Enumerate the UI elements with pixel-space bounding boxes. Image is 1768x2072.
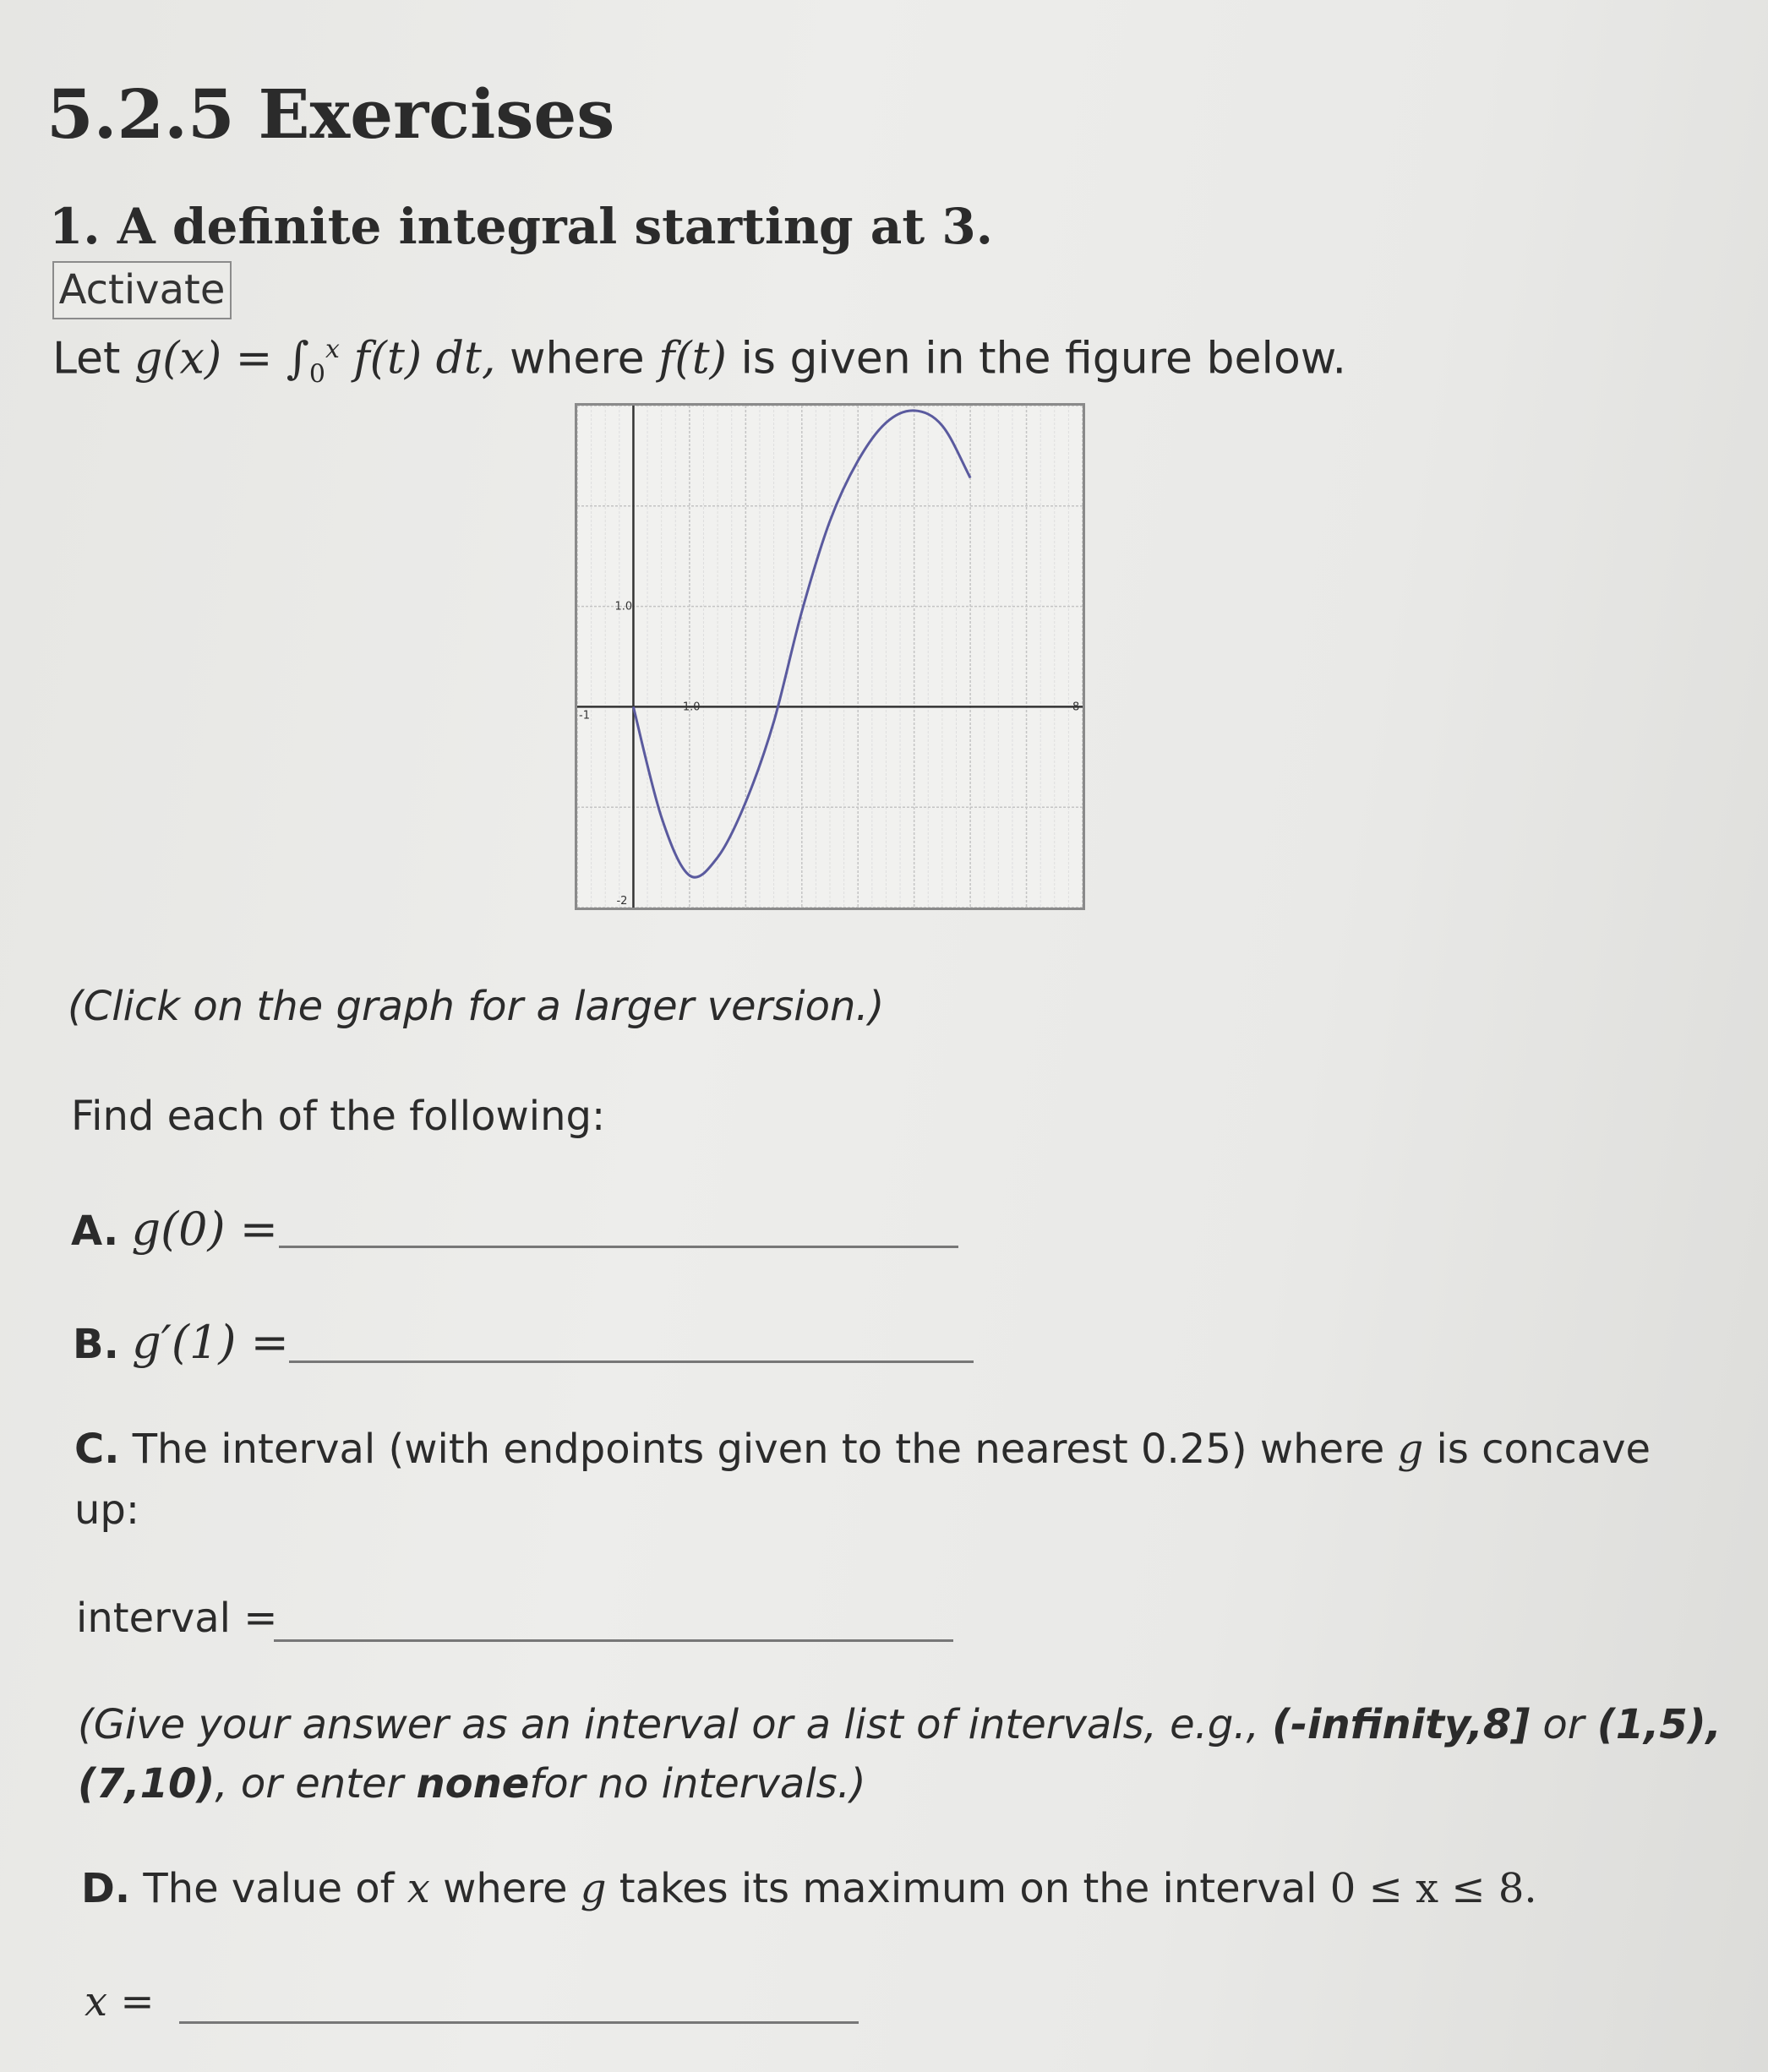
part-d-answer-label: x = xyxy=(85,1978,155,2026)
integral-upper-limit: x xyxy=(325,335,340,364)
intro-prefix: Let xyxy=(52,333,121,384)
tick-label-y-1: 1.0 xyxy=(614,600,633,613)
part-a-label: A. xyxy=(71,1208,119,1255)
hint-example-2: (1,5), xyxy=(1596,1701,1722,1748)
intro-integrand: f(t) dt, xyxy=(353,333,496,384)
activate-button[interactable]: Activate xyxy=(52,261,232,319)
find-instructions: Find each of the following: xyxy=(71,1093,606,1140)
exercise-title: 1. A definite integral starting at 3. xyxy=(49,198,993,255)
function-graph[interactable] xyxy=(575,403,1085,910)
part-b-label: B. xyxy=(73,1321,119,1368)
part-c-interval-input[interactable] xyxy=(274,1604,953,1642)
intro-g: g xyxy=(134,333,163,384)
tick-label-y-min: -2 xyxy=(616,895,628,908)
integral-lower-limit: 0 xyxy=(308,359,325,390)
tick-label-x-min: -1 xyxy=(579,709,590,722)
part-d-x: x xyxy=(407,1865,430,1912)
part-d-inequality: 0 ≤ x ≤ 8. xyxy=(1329,1865,1537,1912)
intro-where: where xyxy=(509,333,645,384)
grid-vertical xyxy=(577,406,1083,908)
interval-hint-line-2 xyxy=(78,1754,866,1813)
intro-integral: (x) = ∫ xyxy=(162,333,309,384)
hint-part-3: , or enter xyxy=(215,1760,417,1808)
part-d-answer-input[interactable] xyxy=(179,1986,859,2024)
problem-statement xyxy=(52,319,1346,406)
graph-caption: (Click on the graph for a larger version.) xyxy=(68,983,885,1030)
hint-example-3: (7,10) xyxy=(78,1760,216,1808)
part-c-g: g xyxy=(1397,1426,1424,1473)
part-c-label: C. xyxy=(74,1426,120,1473)
part-a-answer-input[interactable] xyxy=(279,1210,958,1248)
part-b-expression: g′(1) = xyxy=(132,1316,289,1369)
intro-ft: f(t) xyxy=(658,333,727,384)
part-d-text-3: takes its maximum on the interval xyxy=(606,1865,1330,1912)
part-c xyxy=(74,1420,1651,1479)
hint-part-2: or xyxy=(1530,1701,1597,1748)
part-b xyxy=(73,1313,289,1374)
part-a-expression: g(0) = xyxy=(131,1202,279,1256)
part-d-g: g xyxy=(580,1865,607,1912)
graph-svg[interactable] xyxy=(577,406,1083,908)
interval-hint-line-1 xyxy=(78,1695,1722,1754)
part-a xyxy=(71,1200,278,1261)
part-d xyxy=(81,1859,1537,1918)
hint-example-1: (-infinity,8] xyxy=(1272,1701,1531,1748)
part-d-text-2: where xyxy=(429,1865,581,1912)
hint-none: none xyxy=(416,1760,530,1808)
hint-part-4: for no intervals.) xyxy=(529,1760,866,1808)
tick-label-x-max: 8 xyxy=(1072,701,1080,714)
interval-label: interval = xyxy=(76,1595,278,1642)
hint-part-1: (Give your answer as an interval or a list of intervals, e.g., xyxy=(78,1701,1273,1748)
part-d-text-1: The value of xyxy=(130,1865,407,1912)
tick-label-x-1: 1.0 xyxy=(682,701,701,714)
part-c-text-2: is concave xyxy=(1423,1426,1651,1473)
part-b-answer-input[interactable] xyxy=(289,1325,974,1363)
part-d-label: D. xyxy=(81,1865,131,1912)
part-c-text-1: The interval (with endpoints given to the nearest 0.25) where xyxy=(119,1426,1398,1473)
part-c-text-3: up: xyxy=(74,1486,140,1534)
intro-suffix: is given in the figure below. xyxy=(740,333,1347,384)
section-title: 5.2.5 Exercises xyxy=(46,74,615,154)
